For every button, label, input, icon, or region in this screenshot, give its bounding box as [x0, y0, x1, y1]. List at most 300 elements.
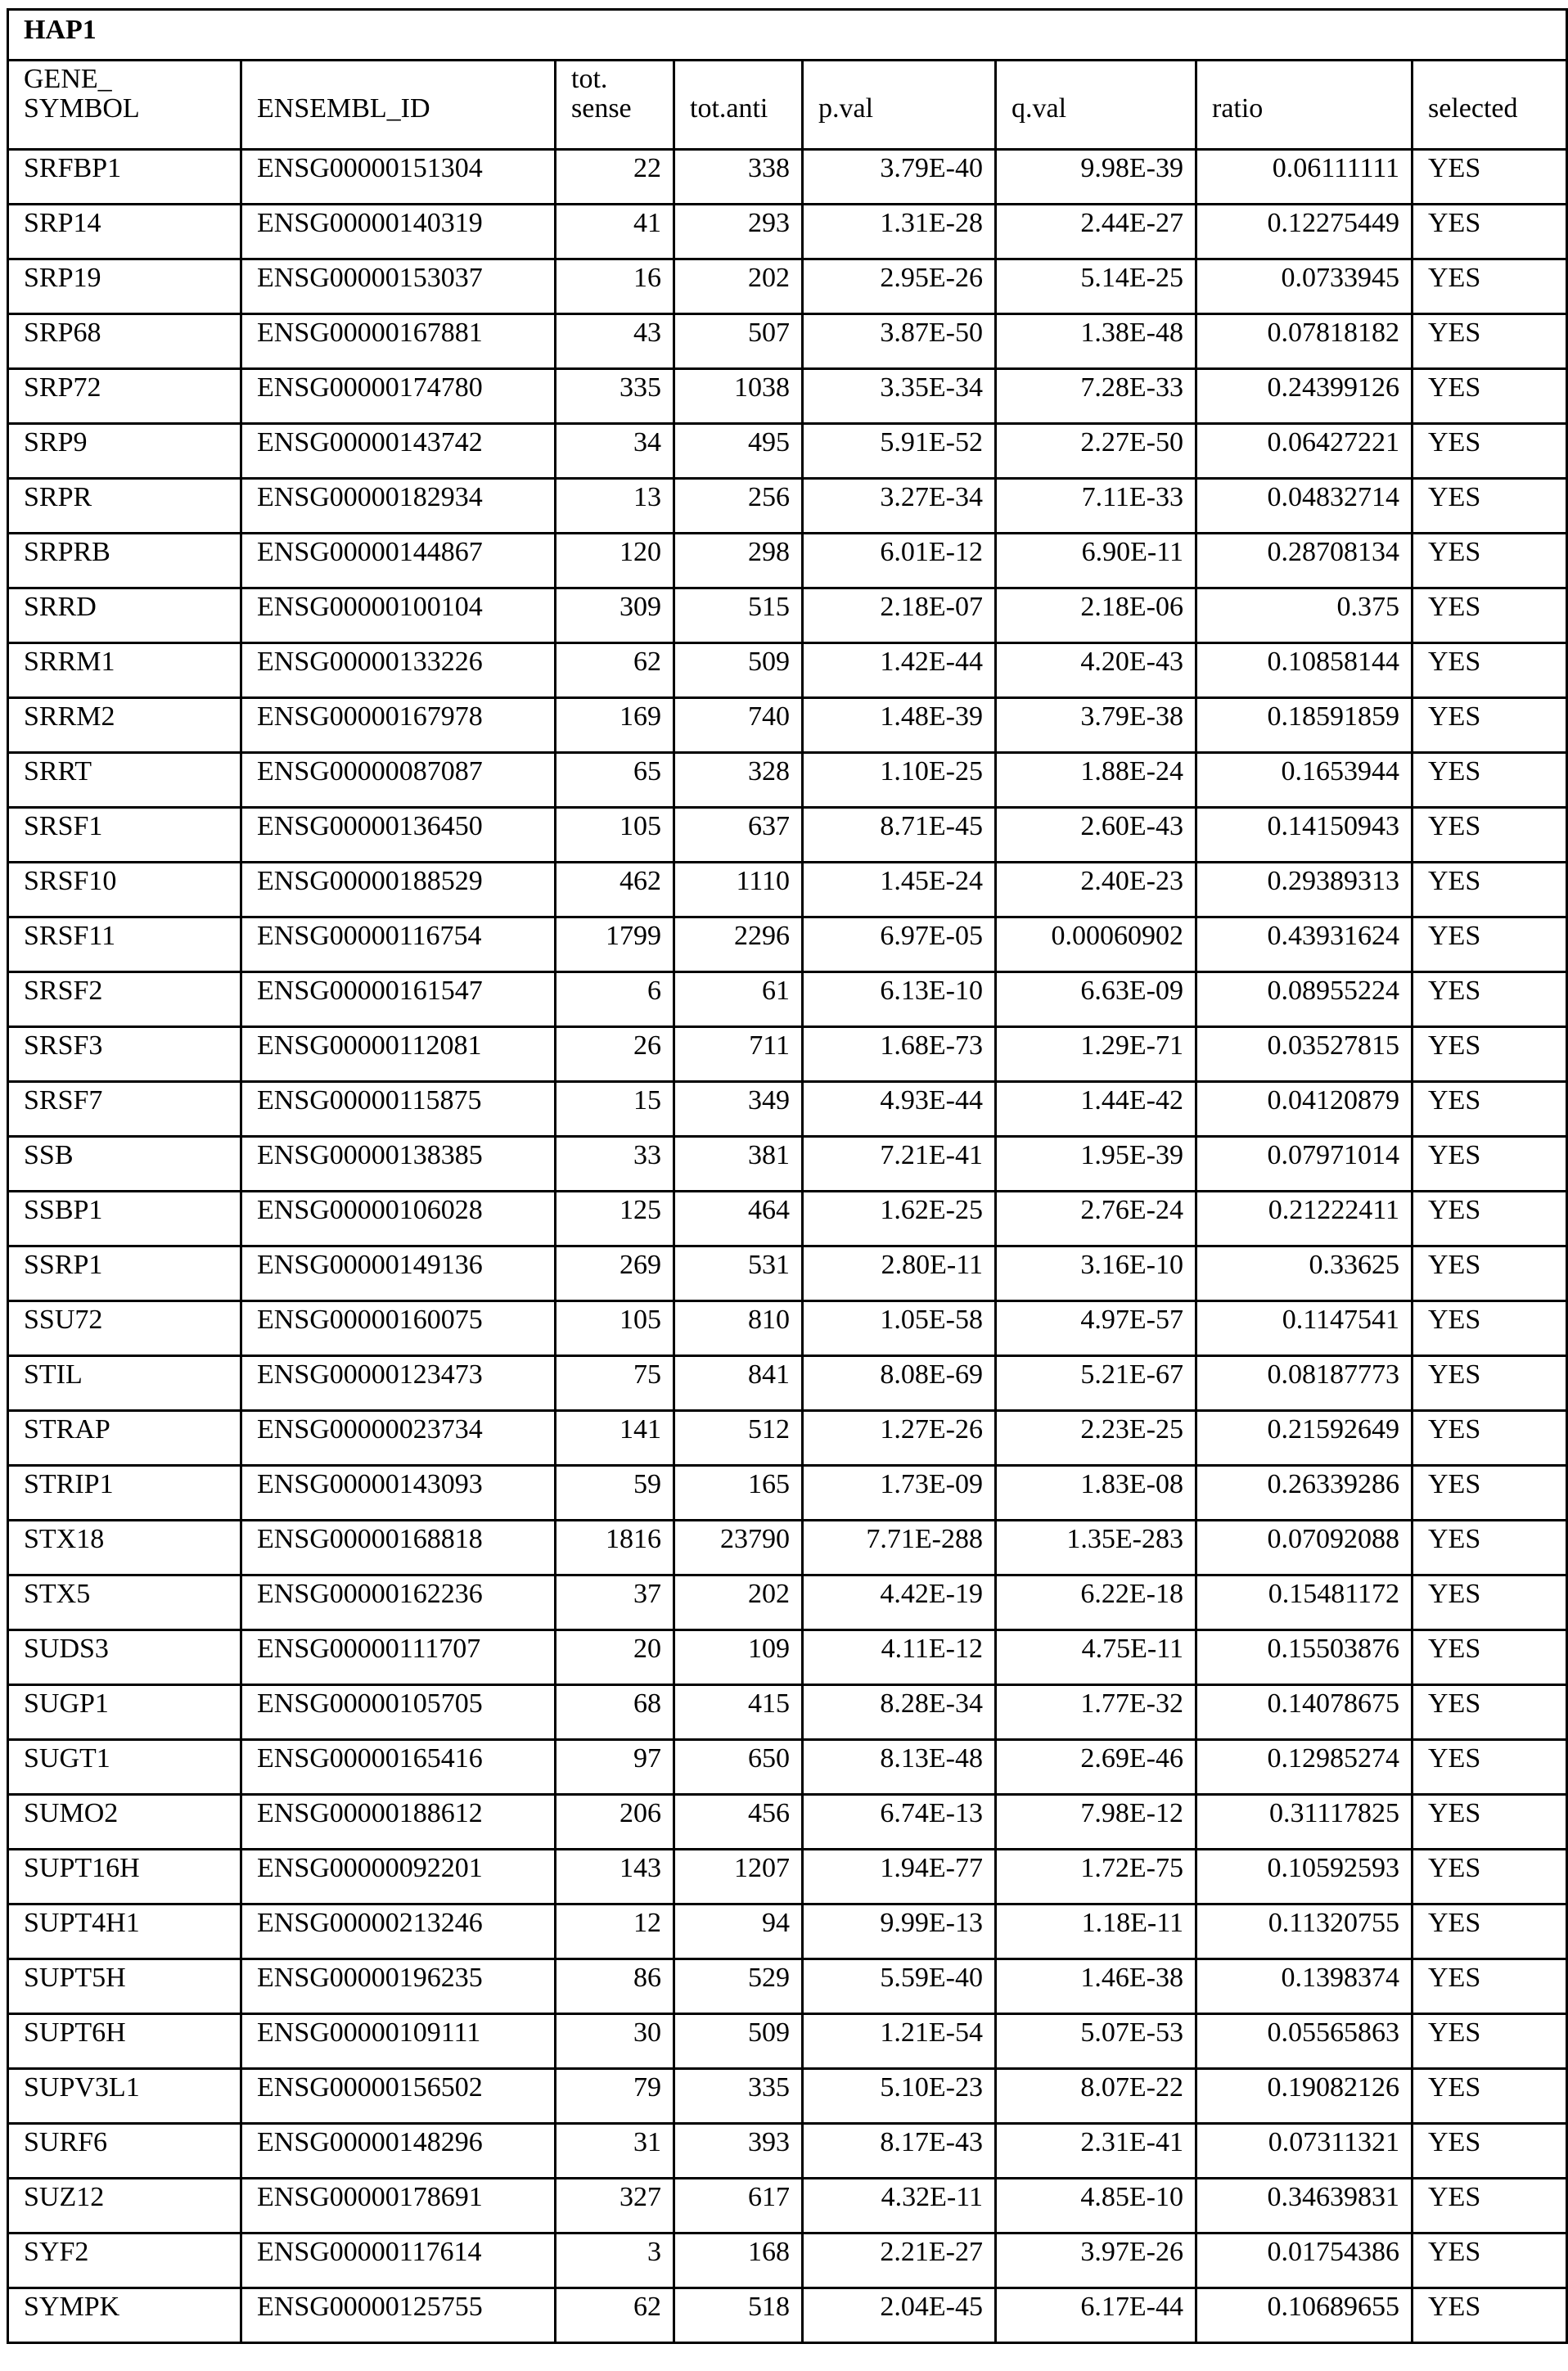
ratio-cell: 0.18591859 — [1196, 698, 1413, 753]
ensembl-id-cell: ENSG00000143093 — [241, 1466, 556, 1521]
selected-cell: YES — [1413, 205, 1567, 259]
p-val-cell: 1.21E-54 — [803, 2014, 996, 2069]
tot-sense-cell: 13 — [556, 479, 674, 534]
table-row — [8, 588, 1567, 643]
gene-symbol-cell: STRAP — [8, 1411, 241, 1466]
table-row — [8, 1740, 1567, 1795]
q-val-cell: 2.69E-46 — [996, 1740, 1196, 1795]
gene-symbol-cell: SURF6 — [8, 2124, 241, 2179]
q-val-cell: 2.60E-43 — [996, 808, 1196, 863]
selected-cell: YES — [1413, 917, 1567, 972]
table-row — [8, 1027, 1567, 1082]
selected-cell: YES — [1413, 2014, 1567, 2069]
selected-cell: YES — [1413, 534, 1567, 588]
tot-sense-cell: 206 — [556, 1795, 674, 1850]
ratio-cell: 0.07971014 — [1196, 1137, 1413, 1192]
ensembl-id-cell: ENSG00000106028 — [241, 1192, 556, 1246]
tot-sense-cell: 59 — [556, 1466, 674, 1521]
header-line — [1428, 65, 1552, 94]
ratio-cell: 0.10858144 — [1196, 643, 1413, 698]
ratio-cell: 0.26339286 — [1196, 1466, 1413, 1521]
header-line: selected — [1428, 94, 1552, 124]
selected-cell: YES — [1413, 1685, 1567, 1740]
q-val-cell: 7.98E-12 — [996, 1795, 1196, 1850]
selected-cell: YES — [1413, 1411, 1567, 1466]
ensembl-id-cell: ENSG00000165416 — [241, 1740, 556, 1795]
gene-symbol-cell: SRRT — [8, 753, 241, 808]
gene-symbol-cell: SRP9 — [8, 424, 241, 479]
p-val-cell: 6.74E-13 — [803, 1795, 996, 1850]
ensembl-id-cell: ENSG00000160075 — [241, 1301, 556, 1356]
gene-symbol-cell: SRSF1 — [8, 808, 241, 863]
p-val-cell: 1.10E-25 — [803, 753, 996, 808]
tot-anti-cell: 165 — [674, 1466, 803, 1521]
tot-sense-cell: 16 — [556, 259, 674, 314]
header-line: ENSEMBL_ID — [257, 94, 541, 124]
ratio-cell: 0.1398374 — [1196, 1959, 1413, 2014]
selected-cell: YES — [1413, 808, 1567, 863]
tot-sense-cell: 41 — [556, 205, 674, 259]
gene-symbol-cell: STX18 — [8, 1521, 241, 1575]
ensembl-id-cell: ENSG00000112081 — [241, 1027, 556, 1082]
tot-sense-cell: 327 — [556, 2179, 674, 2234]
tot-anti-cell: 328 — [674, 753, 803, 808]
header-line — [257, 65, 541, 94]
tot-anti-cell: 637 — [674, 808, 803, 863]
ensembl-id-cell: ENSG00000123473 — [241, 1356, 556, 1411]
ratio-cell: 0.05565863 — [1196, 2014, 1413, 2069]
header-line: tot.anti — [690, 94, 788, 124]
ratio-cell: 0.21222411 — [1196, 1192, 1413, 1246]
tot-anti-cell: 94 — [674, 1904, 803, 1959]
tot-sense-cell: 120 — [556, 534, 674, 588]
ratio-cell: 0.43931624 — [1196, 917, 1413, 972]
table-row — [8, 753, 1567, 808]
ratio-cell: 0.19082126 — [1196, 2069, 1413, 2124]
tot-sense-cell: 15 — [556, 1082, 674, 1137]
ensembl-id-cell: ENSG00000023734 — [241, 1411, 556, 1466]
gene-symbol-cell: SSU72 — [8, 1301, 241, 1356]
gene-symbol-cell: SYF2 — [8, 2234, 241, 2288]
table-row — [8, 698, 1567, 753]
selected-cell: YES — [1413, 972, 1567, 1027]
ensembl-id-cell: ENSG00000151304 — [241, 150, 556, 205]
table-row — [8, 1521, 1567, 1575]
selected-cell: YES — [1413, 2288, 1567, 2343]
selected-cell: YES — [1413, 2124, 1567, 2179]
ensembl-id-cell: ENSG00000161547 — [241, 972, 556, 1027]
table-row — [8, 1795, 1567, 1850]
q-val-cell: 2.44E-27 — [996, 205, 1196, 259]
header-line — [1012, 65, 1182, 94]
p-val-cell: 3.87E-50 — [803, 314, 996, 369]
q-val-cell: 5.14E-25 — [996, 259, 1196, 314]
table-row — [8, 1685, 1567, 1740]
q-val-cell: 1.29E-71 — [996, 1027, 1196, 1082]
gene-symbol-cell: SRP14 — [8, 205, 241, 259]
q-val-cell: 6.17E-44 — [996, 2288, 1196, 2343]
tot-anti-cell: 298 — [674, 534, 803, 588]
table-row — [8, 2014, 1567, 2069]
q-val-cell: 2.40E-23 — [996, 863, 1196, 917]
p-val-cell: 3.35E-34 — [803, 369, 996, 424]
p-val-cell: 3.27E-34 — [803, 479, 996, 534]
gene-symbol-cell: SYMPK — [8, 2288, 241, 2343]
tot-anti-cell: 349 — [674, 1082, 803, 1137]
table-row — [8, 1959, 1567, 2014]
selected-cell: YES — [1413, 1850, 1567, 1904]
ratio-cell: 0.12275449 — [1196, 205, 1413, 259]
selected-cell: YES — [1413, 2069, 1567, 2124]
ensembl-id-cell: ENSG00000156502 — [241, 2069, 556, 2124]
gene-symbol-cell: SRP19 — [8, 259, 241, 314]
selected-cell: YES — [1413, 150, 1567, 205]
selected-cell: YES — [1413, 643, 1567, 698]
p-val-cell: 1.68E-73 — [803, 1027, 996, 1082]
selected-cell: YES — [1413, 479, 1567, 534]
header-line: tot. — [571, 65, 660, 94]
gene-symbol-cell: SRRM1 — [8, 643, 241, 698]
gene-symbol-cell: SRRM2 — [8, 698, 241, 753]
ensembl-id-cell: ENSG00000178691 — [241, 2179, 556, 2234]
tot-sense-cell: 1799 — [556, 917, 674, 972]
gene-symbol-cell: SRP72 — [8, 369, 241, 424]
selected-cell: YES — [1413, 1740, 1567, 1795]
selected-cell: YES — [1413, 698, 1567, 753]
tot-sense-cell: 105 — [556, 808, 674, 863]
tot-anti-cell: 393 — [674, 2124, 803, 2179]
tot-anti-cell: 464 — [674, 1192, 803, 1246]
table-row — [8, 1356, 1567, 1411]
p-val-cell: 1.27E-26 — [803, 1411, 996, 1466]
ensembl-id-cell: ENSG00000144867 — [241, 534, 556, 588]
q-val-cell: 4.97E-57 — [996, 1301, 1196, 1356]
ratio-cell: 0.15503876 — [1196, 1630, 1413, 1685]
table-row — [8, 1904, 1567, 1959]
selected-cell: YES — [1413, 1466, 1567, 1521]
q-val-cell: 3.79E-38 — [996, 698, 1196, 753]
ensembl-id-cell: ENSG00000167978 — [241, 698, 556, 753]
tot-sense-cell: 20 — [556, 1630, 674, 1685]
table-row — [8, 2288, 1567, 2343]
p-val-cell: 1.31E-28 — [803, 205, 996, 259]
table-row — [8, 1575, 1567, 1630]
table-row — [8, 1301, 1567, 1356]
tot-sense-cell: 12 — [556, 1904, 674, 1959]
selected-cell: YES — [1413, 1192, 1567, 1246]
tot-sense-cell: 30 — [556, 2014, 674, 2069]
q-val-cell: 4.75E-11 — [996, 1630, 1196, 1685]
p-val-cell: 1.45E-24 — [803, 863, 996, 917]
ensembl-id-cell: ENSG00000087087 — [241, 753, 556, 808]
q-val-cell: 1.18E-11 — [996, 1904, 1196, 1959]
gene-symbol-cell: SRSF10 — [8, 863, 241, 917]
header-p-val — [803, 61, 996, 150]
gene-symbol-cell: SSBP1 — [8, 1192, 241, 1246]
selected-cell: YES — [1413, 1082, 1567, 1137]
selected-cell: YES — [1413, 1356, 1567, 1411]
tot-anti-cell: 456 — [674, 1795, 803, 1850]
ensembl-id-cell: ENSG00000167881 — [241, 314, 556, 369]
gene-symbol-cell: STRIP1 — [8, 1466, 241, 1521]
table-title-row — [8, 10, 1567, 61]
selected-cell: YES — [1413, 1959, 1567, 2014]
q-val-cell: 2.31E-41 — [996, 2124, 1196, 2179]
gene-symbol-cell: SUPT5H — [8, 1959, 241, 2014]
header-line: SYMBOL — [24, 94, 227, 124]
ratio-cell: 0.06427221 — [1196, 424, 1413, 479]
table-row — [8, 1466, 1567, 1521]
p-val-cell: 7.71E-288 — [803, 1521, 996, 1575]
p-val-cell: 8.71E-45 — [803, 808, 996, 863]
ratio-cell: 0.08187773 — [1196, 1356, 1413, 1411]
table-row — [8, 314, 1567, 369]
tot-sense-cell: 22 — [556, 150, 674, 205]
tot-sense-cell: 37 — [556, 1575, 674, 1630]
ratio-cell: 0.11320755 — [1196, 1904, 1413, 1959]
ratio-cell: 0.34639831 — [1196, 2179, 1413, 2234]
ratio-cell: 0.21592649 — [1196, 1411, 1413, 1466]
tot-sense-cell: 62 — [556, 2288, 674, 2343]
q-val-cell: 4.85E-10 — [996, 2179, 1196, 2234]
table-row — [8, 1630, 1567, 1685]
p-val-cell: 8.28E-34 — [803, 1685, 996, 1740]
selected-cell: YES — [1413, 424, 1567, 479]
selected-cell: YES — [1413, 1521, 1567, 1575]
p-val-cell: 8.13E-48 — [803, 1740, 996, 1795]
table-row — [8, 2124, 1567, 2179]
q-val-cell: 2.27E-50 — [996, 424, 1196, 479]
gene-symbol-cell: SUDS3 — [8, 1630, 241, 1685]
table-row — [8, 205, 1567, 259]
header-ensembl-id — [241, 61, 556, 150]
ensembl-id-cell: ENSG00000105705 — [241, 1685, 556, 1740]
ratio-cell: 0.1653944 — [1196, 753, 1413, 808]
ratio-cell: 0.03527815 — [1196, 1027, 1413, 1082]
tot-anti-cell: 650 — [674, 1740, 803, 1795]
tot-anti-cell: 1038 — [674, 369, 803, 424]
p-val-cell: 6.01E-12 — [803, 534, 996, 588]
tot-anti-cell: 512 — [674, 1411, 803, 1466]
selected-cell: YES — [1413, 1027, 1567, 1082]
tot-anti-cell: 531 — [674, 1246, 803, 1301]
p-val-cell: 4.32E-11 — [803, 2179, 996, 2234]
ratio-cell: 0.10592593 — [1196, 1850, 1413, 1904]
p-val-cell: 4.93E-44 — [803, 1082, 996, 1137]
p-val-cell: 1.73E-09 — [803, 1466, 996, 1521]
tot-sense-cell: 34 — [556, 424, 674, 479]
gene-symbol-cell: SSB — [8, 1137, 241, 1192]
tot-anti-cell: 338 — [674, 150, 803, 205]
ratio-cell: 0.10689655 — [1196, 2288, 1413, 2343]
p-val-cell: 7.21E-41 — [803, 1137, 996, 1192]
p-val-cell: 8.08E-69 — [803, 1356, 996, 1411]
header-line — [1212, 65, 1398, 94]
ratio-cell: 0.04832714 — [1196, 479, 1413, 534]
gene-symbol-cell: SUGT1 — [8, 1740, 241, 1795]
table-row — [8, 1082, 1567, 1137]
ensembl-id-cell: ENSG00000153037 — [241, 259, 556, 314]
gene-symbol-cell: STX5 — [8, 1575, 241, 1630]
ensembl-id-cell: ENSG00000174780 — [241, 369, 556, 424]
ensembl-id-cell: ENSG00000213246 — [241, 1904, 556, 1959]
tot-anti-cell: 61 — [674, 972, 803, 1027]
q-val-cell: 6.22E-18 — [996, 1575, 1196, 1630]
header-tot-anti — [674, 61, 803, 150]
ensembl-id-cell: ENSG00000168818 — [241, 1521, 556, 1575]
tot-anti-cell: 518 — [674, 2288, 803, 2343]
selected-cell: YES — [1413, 1301, 1567, 1356]
tot-sense-cell: 65 — [556, 753, 674, 808]
ratio-cell: 0.33625 — [1196, 1246, 1413, 1301]
header-line: GENE_ — [24, 65, 227, 94]
tot-anti-cell: 168 — [674, 2234, 803, 2288]
table-body — [8, 150, 1567, 2343]
gene-table — [7, 8, 1568, 2344]
tot-anti-cell: 109 — [674, 1630, 803, 1685]
tot-sense-cell: 86 — [556, 1959, 674, 2014]
ensembl-id-cell: ENSG00000149136 — [241, 1246, 556, 1301]
header-line — [818, 65, 981, 94]
tot-anti-cell: 2296 — [674, 917, 803, 972]
tot-anti-cell: 1207 — [674, 1850, 803, 1904]
tot-anti-cell: 23790 — [674, 1521, 803, 1575]
tot-sense-cell: 309 — [556, 588, 674, 643]
p-val-cell: 1.05E-58 — [803, 1301, 996, 1356]
tot-sense-cell: 1816 — [556, 1521, 674, 1575]
q-val-cell: 7.11E-33 — [996, 479, 1196, 534]
ratio-cell: 0.0733945 — [1196, 259, 1413, 314]
ratio-cell: 0.15481172 — [1196, 1575, 1413, 1630]
tot-sense-cell: 169 — [556, 698, 674, 753]
gene-symbol-cell: SUPT6H — [8, 2014, 241, 2069]
gene-symbol-cell: STIL — [8, 1356, 241, 1411]
tot-anti-cell: 202 — [674, 1575, 803, 1630]
p-val-cell: 2.04E-45 — [803, 2288, 996, 2343]
tot-anti-cell: 1110 — [674, 863, 803, 917]
tot-anti-cell: 415 — [674, 1685, 803, 1740]
tot-sense-cell: 105 — [556, 1301, 674, 1356]
tot-sense-cell: 141 — [556, 1411, 674, 1466]
tot-sense-cell: 75 — [556, 1356, 674, 1411]
p-val-cell: 3.79E-40 — [803, 150, 996, 205]
selected-cell: YES — [1413, 1137, 1567, 1192]
gene-symbol-cell: SRSF2 — [8, 972, 241, 1027]
tot-anti-cell: 335 — [674, 2069, 803, 2124]
ensembl-id-cell: ENSG00000143742 — [241, 424, 556, 479]
gene-symbol-cell: SRPR — [8, 479, 241, 534]
header-selected — [1413, 61, 1567, 150]
q-val-cell: 1.77E-32 — [996, 1685, 1196, 1740]
tot-anti-cell: 617 — [674, 2179, 803, 2234]
header-line: sense — [571, 94, 660, 124]
ensembl-id-cell: ENSG00000115875 — [241, 1082, 556, 1137]
q-val-cell: 4.20E-43 — [996, 643, 1196, 698]
p-val-cell: 1.94E-77 — [803, 1850, 996, 1904]
table-row — [8, 369, 1567, 424]
table-row — [8, 1246, 1567, 1301]
header-line: p.val — [818, 94, 981, 124]
gene-symbol-cell: SSRP1 — [8, 1246, 241, 1301]
p-val-cell: 5.59E-40 — [803, 1959, 996, 2014]
q-val-cell: 5.07E-53 — [996, 2014, 1196, 2069]
q-val-cell: 6.90E-11 — [996, 534, 1196, 588]
p-val-cell: 5.10E-23 — [803, 2069, 996, 2124]
selected-cell: YES — [1413, 588, 1567, 643]
table-title: HAP1 — [8, 10, 1567, 61]
tot-anti-cell: 293 — [674, 205, 803, 259]
tot-sense-cell: 62 — [556, 643, 674, 698]
tot-sense-cell: 3 — [556, 2234, 674, 2288]
tot-anti-cell: 381 — [674, 1137, 803, 1192]
selected-cell: YES — [1413, 1246, 1567, 1301]
ratio-cell: 0.375 — [1196, 588, 1413, 643]
q-val-cell: 5.21E-67 — [996, 1356, 1196, 1411]
p-val-cell: 5.91E-52 — [803, 424, 996, 479]
tot-anti-cell: 509 — [674, 643, 803, 698]
ensembl-id-cell: ENSG00000162236 — [241, 1575, 556, 1630]
ensembl-id-cell: ENSG00000138385 — [241, 1137, 556, 1192]
q-val-cell: 1.88E-24 — [996, 753, 1196, 808]
ensembl-id-cell: ENSG00000196235 — [241, 1959, 556, 2014]
gene-symbol-cell: SUPT16H — [8, 1850, 241, 1904]
table-row — [8, 917, 1567, 972]
ratio-cell: 0.31117825 — [1196, 1795, 1413, 1850]
ensembl-id-cell: ENSG00000125755 — [241, 2288, 556, 2343]
p-val-cell: 1.62E-25 — [803, 1192, 996, 1246]
gene-symbol-cell: SRSF11 — [8, 917, 241, 972]
header-ratio — [1196, 61, 1413, 150]
q-val-cell: 1.38E-48 — [996, 314, 1196, 369]
p-val-cell: 1.48E-39 — [803, 698, 996, 753]
ratio-cell: 0.07311321 — [1196, 2124, 1413, 2179]
q-val-cell: 2.23E-25 — [996, 1411, 1196, 1466]
q-val-cell: 2.76E-24 — [996, 1192, 1196, 1246]
table-row — [8, 808, 1567, 863]
gene-symbol-cell: SUMO2 — [8, 1795, 241, 1850]
header-row — [8, 61, 1567, 150]
gene-symbol-cell: SRSF3 — [8, 1027, 241, 1082]
ensembl-id-cell: ENSG00000148296 — [241, 2124, 556, 2179]
ensembl-id-cell: ENSG00000140319 — [241, 205, 556, 259]
ensembl-id-cell: ENSG00000133226 — [241, 643, 556, 698]
q-val-cell: 3.97E-26 — [996, 2234, 1196, 2288]
ensembl-id-cell: ENSG00000136450 — [241, 808, 556, 863]
p-val-cell: 2.95E-26 — [803, 259, 996, 314]
q-val-cell: 2.18E-06 — [996, 588, 1196, 643]
tot-sense-cell: 68 — [556, 1685, 674, 1740]
ratio-cell: 0.29389313 — [1196, 863, 1413, 917]
gene-symbol-cell: SUPV3L1 — [8, 2069, 241, 2124]
tot-sense-cell: 43 — [556, 314, 674, 369]
header-tot-sense — [556, 61, 674, 150]
p-val-cell: 2.80E-11 — [803, 1246, 996, 1301]
selected-cell: YES — [1413, 863, 1567, 917]
selected-cell: YES — [1413, 753, 1567, 808]
tot-sense-cell: 33 — [556, 1137, 674, 1192]
q-val-cell: 1.35E-283 — [996, 1521, 1196, 1575]
ratio-cell: 0.01754386 — [1196, 2234, 1413, 2288]
p-val-cell: 1.42E-44 — [803, 643, 996, 698]
ratio-cell: 0.07818182 — [1196, 314, 1413, 369]
ensembl-id-cell: ENSG00000116754 — [241, 917, 556, 972]
gene-symbol-cell: SRRD — [8, 588, 241, 643]
tot-sense-cell: 125 — [556, 1192, 674, 1246]
selected-cell: YES — [1413, 259, 1567, 314]
ensembl-id-cell: ENSG00000188612 — [241, 1795, 556, 1850]
selected-cell: YES — [1413, 1904, 1567, 1959]
table-row — [8, 2179, 1567, 2234]
